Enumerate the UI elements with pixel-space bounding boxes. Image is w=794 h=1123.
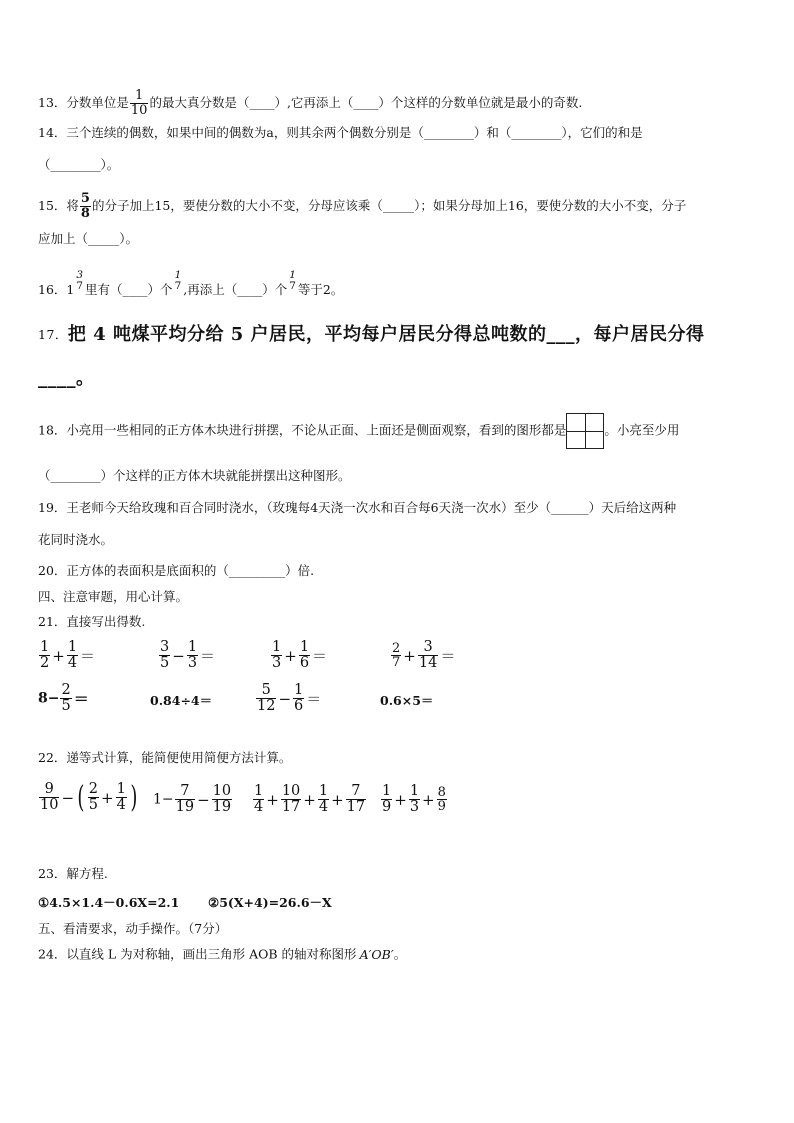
q22-expr-4: $\frac{1}{9}$ + $\frac{1}{3}$ + $\frac{8}{9}$ [382, 783, 446, 816]
question-15 [38, 192, 686, 220]
question-22-title: 22．递等式计算，能简便使用简便方法计算。 [38, 750, 292, 765]
q16-text-b: 里有（____）个 [85, 282, 173, 298]
q23-equation-2: ②5(X+4)=26.6－X [208, 895, 332, 910]
q16-text-d: 等于2。 [297, 282, 344, 298]
q13-text-b: 的最大真分数是（____）,它再添上（____）个这样的分数单位就是最小的奇数. [149, 95, 583, 111]
q13-text-a: 13．分数单位是 [38, 95, 129, 111]
q17-text: 把 4 吨煤平均分给 5 户居民，平均每户居民分得总吨数的___，每户居民分得 [67, 324, 705, 345]
question-23-title: 23．解方程. [38, 866, 108, 881]
question-19-line2: 花同时浇水。 [38, 532, 114, 547]
q21-expr-7: $\frac{5}{12}$ − $\frac{1}{6}$ ＝ [257, 682, 322, 715]
q22-expr-1: $\frac{9}{10}$ − ( $\frac{2}{5}$ + $\frac{1}{4}$ ) [40, 779, 138, 815]
question-20: 20．正方体的表面积是底面积的（_________）倍. [38, 563, 315, 578]
q21-expr-2: $\frac{3}{5}$ − $\frac{1}{3}$ ＝ [160, 639, 216, 672]
question-18-line2: （________）个这样的正方体木块就能拼摆出这种图形。 [38, 468, 351, 483]
section-5-heading: 五、看清要求，动手操作。（7分） [38, 921, 228, 936]
fraction-1-10: $\frac{1}{10}$ [130, 88, 148, 118]
question-16 [38, 269, 344, 301]
q21-expr-3: $\frac{1}{3}$ + $\frac{1}{6}$ ＝ [272, 639, 328, 672]
q17-number: 17． [38, 327, 68, 342]
symbol-aob-prime: A′OB′ [359, 946, 394, 962]
section-4-heading: 四、注意审题，用心计算。 [38, 589, 189, 604]
q21-expr-1: $\frac{1}{2}$ + $\frac{1}{4}$ ＝ [40, 639, 96, 672]
q21-expr-5: 8− $\frac{2}{5}$ ＝ [38, 682, 89, 715]
question-15-line2: 应加上（_____）。 [38, 231, 139, 246]
q22-expr-3: $\frac{1}{4}$ + $\frac{10}{17}$ + $\frac{1}{4}$ + $\frac{7}{17}$ [254, 783, 366, 816]
fraction-3-7: 3 7 [76, 269, 84, 293]
fraction-1-7-b: 1 7 [289, 269, 296, 293]
q16-text-c: ,再添上（____）个 [183, 282, 288, 298]
question-21-title: 21．直接写出得数. [38, 614, 146, 629]
q18-text-b: 。小亮至少用 [604, 422, 680, 438]
question-24: 24．以直线 L 为对称轴，画出三角形 AOB 的轴对称图形 A′OB′。 [38, 946, 407, 962]
question-17-line2: ____。 [38, 368, 95, 389]
q22-expr-2: 1− $\frac{7}{19}$ − $\frac{10}{19}$ [153, 783, 232, 816]
q16-text-a: 16．1 [38, 282, 75, 298]
q21-expr-8: 0.6×5＝ [380, 693, 434, 708]
q15-text-a: 15．将 [38, 198, 79, 214]
q15-text-b: 的分子加上15，要使分数的大小不变，分母应该乘（_____）；如果分母加上16，要使分数的大小不变，分子 [91, 198, 687, 214]
fraction-1-7-a: 1 7 [174, 269, 182, 293]
question-18 [38, 411, 679, 450]
question-19-line1: 19．王老师今天给玫瑰和百合同时浇水，（玫瑰每4天浇一次水和百合每6天浇一次水）至少（______）天后给这两种 [38, 500, 677, 515]
question-17-line1 [38, 324, 705, 345]
question-14-line2: （________）。 [38, 157, 120, 172]
fraction-5-8: $\frac{5}{8}$ [80, 191, 90, 221]
q23-equation-1: ①4.5×1.4－0.6X=2.1 [38, 895, 180, 910]
q21-expr-4: $\frac{2}{7}$ + $\frac{3}{14}$ ＝ [392, 639, 456, 672]
q21-expr-6: 0.84÷4＝ [150, 693, 213, 708]
q18-text-a: 18．小亮用一些相同的正方体木块进行拼摆，不论从正面、上面还是侧面观察，看到的图形都是 [38, 422, 567, 438]
question-14-line1: 14．三个连续的偶数，如果中间的偶数为a，则其余两个偶数分别是（________）和（________），它们的和是 [38, 125, 643, 140]
question-13 [38, 89, 582, 117]
square-grid-figure [566, 413, 604, 449]
